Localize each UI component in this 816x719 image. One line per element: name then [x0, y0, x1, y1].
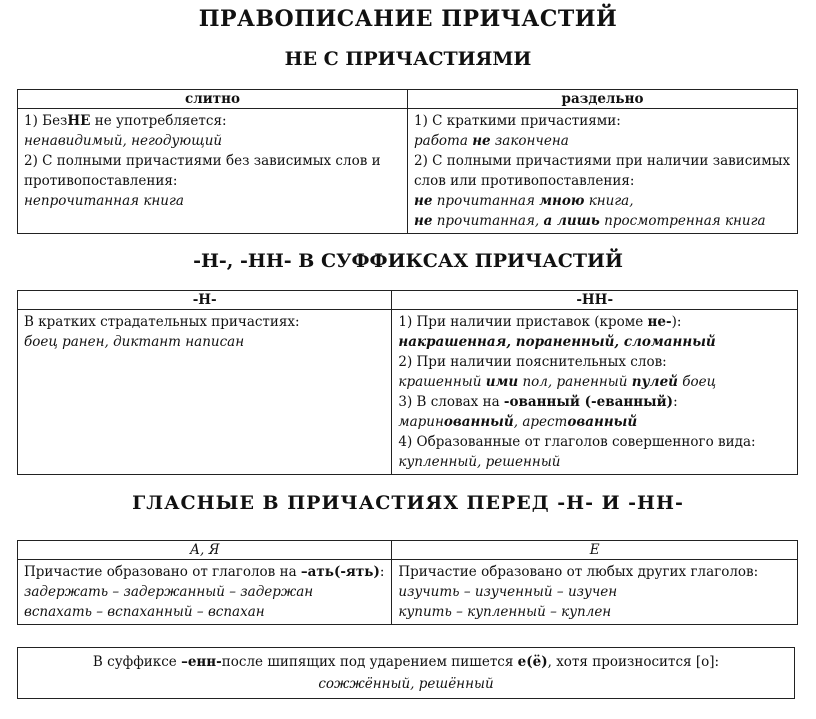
- note-example: сожжённый, решённый: [318, 676, 494, 692]
- example-text: задержать – задержанный – задержан: [24, 584, 314, 600]
- rule-text: Причастие образовано от глаголов на –ать(-ять):: [24, 564, 385, 580]
- example-text: изучить – изученный – изучен: [398, 584, 618, 600]
- cell-a-ya: [18, 560, 392, 625]
- column-header-e: Е: [392, 541, 798, 560]
- example-text: не прочитанная, а лишь просмотренная книга: [414, 213, 766, 229]
- example-text: работа не закончена: [414, 133, 569, 149]
- table-header-row: [18, 541, 798, 560]
- table-row: [18, 109, 798, 234]
- table-ne-with-participles: [17, 89, 798, 234]
- rule-text: В кратких страдательных причастиях:: [24, 314, 300, 330]
- cell-separately: [408, 109, 798, 234]
- rule-text: 1) При наличии приставок (кроме не-):: [398, 314, 682, 330]
- table-row: [18, 560, 798, 625]
- section-title-n-nn: -Н-, -НН- В СУФФИКСАХ ПРИЧАСТИЙ: [193, 250, 623, 272]
- example-text: не прочитанная мною книга,: [414, 193, 634, 209]
- cell-n: [18, 310, 392, 475]
- table-n-nn-suffixes: [17, 290, 798, 475]
- rule-text: 1) С краткими причастиями:: [414, 113, 621, 129]
- example-text: боец ранен, диктант написан: [24, 334, 245, 350]
- cell-together: [18, 109, 408, 234]
- rule-text: 2) С полными причастиями при наличии зависимых слов или противопоставления:: [414, 153, 791, 189]
- page-title: ПРАВОПИСАНИЕ ПРИЧАСТИЙ: [198, 6, 618, 32]
- rule-text: 2) При наличии пояснительных слов:: [398, 354, 667, 370]
- note-box: [17, 647, 795, 699]
- table-vowels-before-n: [17, 540, 798, 625]
- example-text: крашенный ими пол, раненный пулей боец: [398, 374, 717, 390]
- cell-e: [392, 560, 798, 625]
- rule-text: 3) В словах на -ованный (-еванный):: [398, 394, 678, 410]
- example-text: непрочитанная книга: [24, 193, 184, 209]
- rule-text: 1) БезНЕ не употребляется:: [24, 113, 227, 129]
- example-text: накрашенная, пораненный, сломанный: [398, 334, 716, 350]
- column-header-together: слитно: [18, 90, 408, 109]
- rule-text: 2) С полными причастиями без зависимых слов и противопоставления:: [24, 153, 381, 189]
- example-text: купленный, решенный: [398, 454, 561, 470]
- column-header-nn: -НН-: [392, 291, 798, 310]
- example-text: ненавидимый, негодующий: [24, 133, 223, 149]
- column-header-n: -Н-: [18, 291, 392, 310]
- note-rule: В суффиксе –енн-после шипящих под ударением пишется е(ё), хотя произносится [о]:: [92, 654, 720, 670]
- rule-text: Причастие образовано от любых других глаголов:: [398, 564, 759, 580]
- section-title-ne: НЕ С ПРИЧАСТИЯМИ: [284, 48, 532, 70]
- cell-nn: [392, 310, 798, 475]
- column-header-separately: раздельно: [408, 90, 798, 109]
- example-text: купить – купленный – куплен: [398, 604, 612, 620]
- section-title-vowels: ГЛАСНЫЕ В ПРИЧАСТИЯХ ПЕРЕД -Н- И -НН-: [132, 492, 684, 514]
- table-header-row: [18, 90, 798, 109]
- table-row: [18, 310, 798, 475]
- table-header-row: [18, 291, 798, 310]
- example-text: вспахать – вспаханный – вспахан: [24, 604, 265, 620]
- column-header-a-ya: А, Я: [18, 541, 392, 560]
- rule-text: 4) Образованные от глаголов совершенного вида:: [398, 434, 756, 450]
- example-text: маринованный, арестованный: [398, 414, 638, 430]
